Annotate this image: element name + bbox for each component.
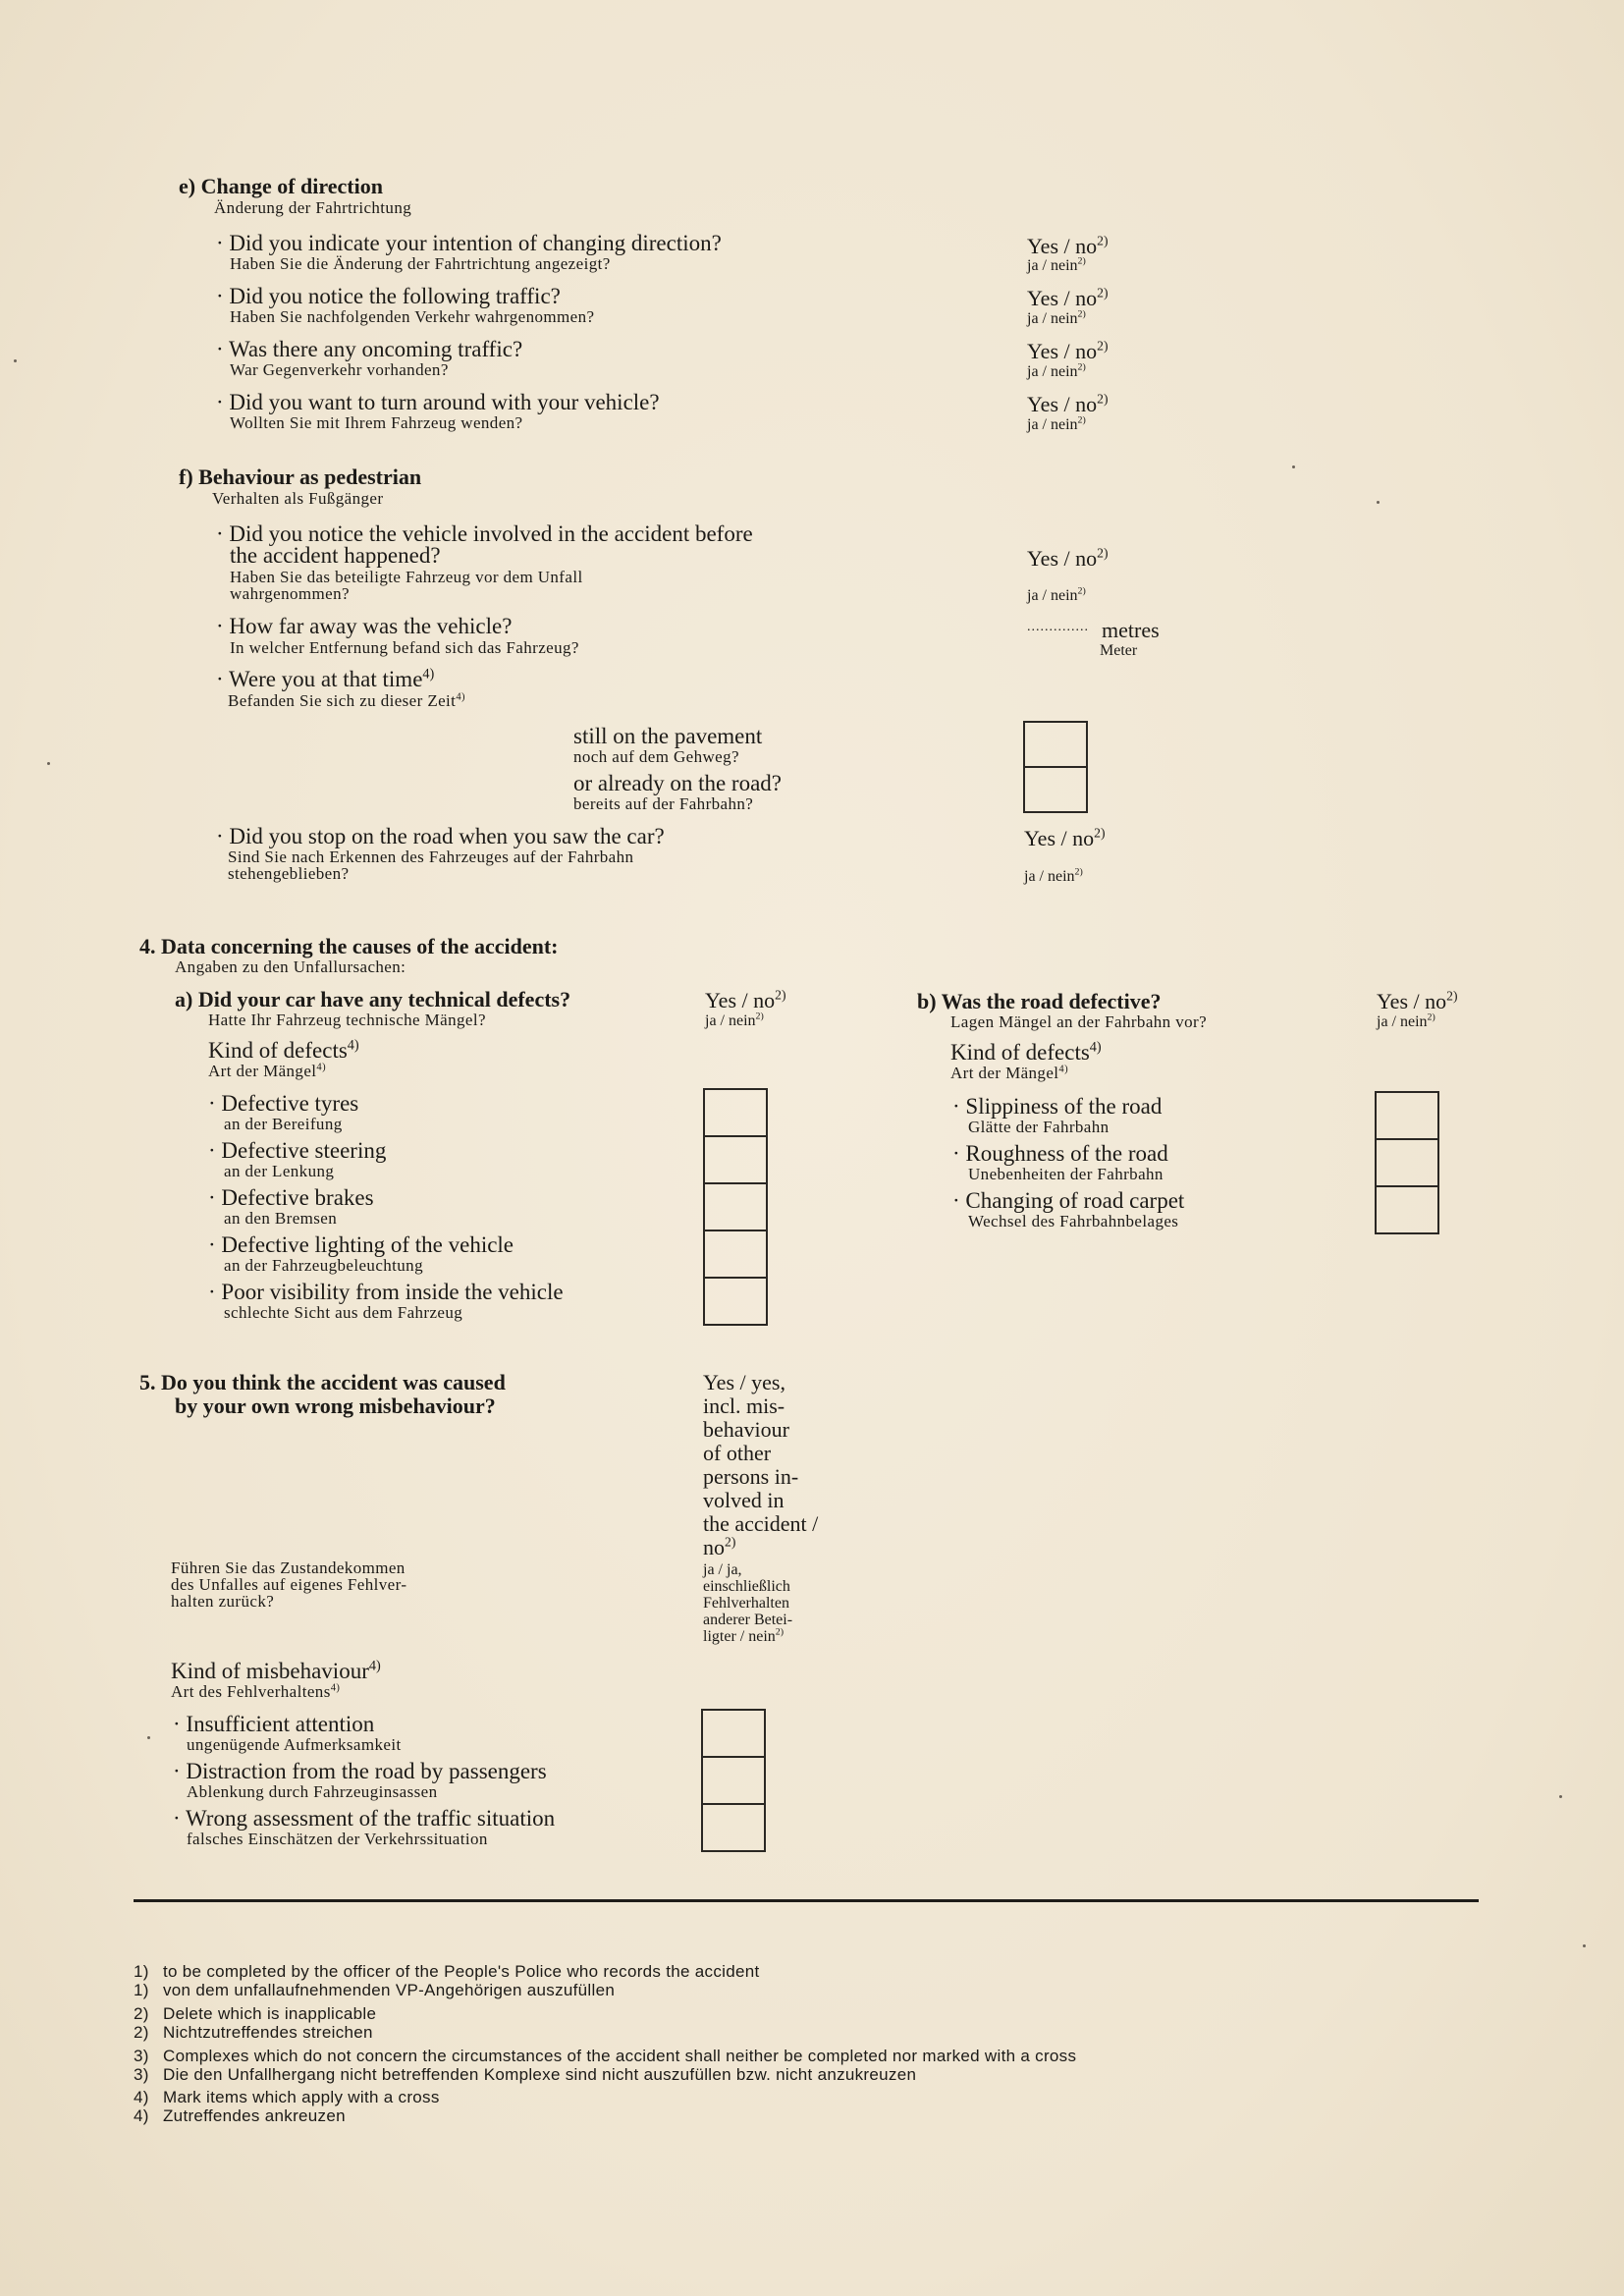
section-5-kind: Kind of misbehaviour$^{4)}$ (171, 1658, 381, 1683)
section-e-a2[interactable]: Yes / $no^{2)}$ (1027, 285, 1109, 310)
road-carpet-checkbox[interactable] (1375, 1185, 1439, 1234)
section-5-answer-line7: the accident / (703, 1511, 819, 1536)
footnote-3-en: Complexes which do not concern the circumstances of the accident shall neither be completed nor marked with a cross (163, 2047, 1077, 2065)
section-4a-item-4: · Defective lighting of the vehicle (208, 1232, 514, 1257)
section-4b-item-1-de: Glätte der Fahrbahn (968, 1118, 1110, 1136)
footnote-divider (134, 1899, 1479, 1902)
section-4b-item-1: · Slippiness of the road (952, 1094, 1163, 1119)
pavement-checkbox[interactable] (1023, 721, 1088, 768)
defective-brakes-checkbox[interactable] (703, 1182, 768, 1231)
section-f-q3-de: Befanden Sie sich zu dieser Zeit$^{4)}$ (228, 691, 465, 710)
footnote-2-de-mark: 2) (134, 2023, 149, 2042)
section-4a-item-3: · Defective brakes (208, 1185, 374, 1210)
defective-tyres-checkbox[interactable] (703, 1088, 768, 1137)
section-e-q1-de: Haben Sie die Änderung der Fahrtrichtung angezeigt? (230, 254, 611, 273)
distraction-checkbox[interactable] (701, 1756, 766, 1805)
section-f-title-de: Verhalten als Fußgänger (212, 489, 384, 508)
footnote-4-de: Zutreffendes ankreuzen (163, 2106, 346, 2125)
defective-steering-checkbox[interactable] (703, 1135, 768, 1184)
section-f-a1-de: ja / nein$^{2)}$ (1027, 585, 1086, 604)
section-5-answer-last[interactable]: $no^{2)}$ (703, 1534, 736, 1559)
section-e-a3-de: ja / nein$^{2)}$ (1027, 361, 1086, 380)
section-4b-item-3: · Changing of road carpet (952, 1188, 1185, 1213)
section-5-answer-de-last: ligter / nein$^{2)}$ (703, 1626, 785, 1645)
paper-speck (147, 1736, 150, 1739)
footnote-1-en: to be completed by the officer of the People's Police who records the accident (163, 1962, 760, 1981)
section-4a-item-2-de: an der Lenkung (224, 1162, 335, 1180)
section-e-q4-de: Wollten Sie mit Ihrem Fahrzeug wenden? (230, 413, 523, 432)
section-5-item-1-de: ungenügende Aufmerksamkeit (187, 1735, 402, 1754)
section-f-distance-unit-de: Meter (1100, 642, 1138, 659)
section-4a-item-1: · Defective tyres (208, 1091, 359, 1116)
section-5-answer-de-line3: Fehlverhalten (703, 1595, 789, 1612)
footnote-1-de: von dem unfallaufnehmenden VP-Angehörigen auszufüllen (163, 1981, 616, 1999)
section-4b-kind-de: Art der Mängel$^{4)}$ (950, 1064, 1068, 1082)
paper-speck (1292, 465, 1295, 468)
section-4b-title: b) Was the road defective? (917, 989, 1162, 1013)
section-e-a3[interactable]: Yes / $no^{2)}$ (1027, 338, 1109, 363)
section-f-opt2: or already on the road? (573, 771, 783, 795)
section-5-title-de-line1: Führen Sie das Zustandekommen (171, 1558, 406, 1577)
paper-speck (1583, 1944, 1586, 1947)
section-f-q1-line1: · Did you notice the vehicle involved in the accident before (216, 521, 753, 546)
section-f-q3: · Were you at that time$^{4)}$ (216, 666, 435, 691)
section-e-a4[interactable]: Yes / $no^{2)}$ (1027, 391, 1109, 416)
poor-visibility-checkbox[interactable] (703, 1277, 768, 1326)
section-e-a4-de: ja / nein$^{2)}$ (1027, 414, 1086, 433)
section-f-a4-de: ja / nein$^{2)}$ (1024, 866, 1083, 885)
section-e-q2: · Did you notice the following traffic? (216, 284, 561, 308)
section-5-answer-line1: Yes / yes, (703, 1370, 785, 1394)
footnote-1-mark: 1) (134, 1962, 149, 1981)
section-4a-item-3-de: an den Bremsen (224, 1209, 338, 1228)
section-4a-answer-de: ja / nein$^{2)}$ (705, 1011, 764, 1029)
section-f-q4: · Did you stop on the road when you saw the car? (216, 824, 665, 848)
paper-speck (47, 762, 50, 765)
section-4b-item-2: · Roughness of the road (952, 1141, 1168, 1166)
section-4a-item-4-de: an der Fahrzeugbeleuchtung (224, 1256, 423, 1275)
section-e-title-de: Änderung der Fahrtrichtung (214, 198, 412, 217)
section-5-answer-line6: volved in (703, 1488, 785, 1512)
section-e-a1-de: ja / nein$^{2)}$ (1027, 255, 1086, 274)
road-checkbox[interactable] (1023, 766, 1088, 813)
roughness-checkbox[interactable] (1375, 1138, 1439, 1187)
section-4a-item-1-de: an der Bereifung (224, 1115, 343, 1133)
section-f-q4-de-line1: Sind Sie nach Erkennen des Fahrzeuges auf der Fahrbahn (228, 847, 634, 866)
section-5-item-1: · Insufficient attention (173, 1712, 375, 1736)
footnote-4-en: Mark items which apply with a cross (163, 2088, 440, 2106)
section-5-item-2-de: Ablenkung durch Fahrzeuginsassen (187, 1782, 438, 1801)
defective-lighting-checkbox[interactable] (703, 1230, 768, 1279)
section-4b-title-de: Lagen Mängel an der Fahrbahn vor? (950, 1012, 1208, 1031)
section-f-a4[interactable]: Yes / $no^{2)}$ (1024, 825, 1106, 850)
footnote-1-de-mark: 1) (134, 1981, 149, 1999)
section-5-answer-de-line2: einschließlich (703, 1578, 790, 1595)
section-5-item-2: · Distraction from the road by passengers (173, 1759, 547, 1783)
slippiness-checkbox[interactable] (1375, 1091, 1439, 1140)
section-f-q4-de-line2: stehengeblieben? (228, 864, 350, 883)
section-5-title-de-line2: des Unfalles auf eigenes Fehlver- (171, 1575, 407, 1594)
section-4a-item-5-de: schlechte Sicht aus dem Fahrzeug (224, 1303, 463, 1322)
section-4a-kind-de: Art der Mängel$^{4)}$ (208, 1062, 326, 1080)
section-5-answer-line3: behaviour (703, 1417, 789, 1442)
section-4-title: 4. Data concerning the causes of the accident: (139, 934, 559, 958)
section-4b-item-3-de: Wechsel des Fahrbahnbelages (968, 1212, 1179, 1230)
section-4a-item-5: · Poor visibility from inside the vehicle (208, 1280, 564, 1304)
section-5-answer-line4: of other (703, 1441, 772, 1465)
section-e-q1: · Did you indicate your intention of changing direction? (216, 231, 722, 255)
section-e-q3: · Was there any oncoming traffic? (216, 337, 523, 361)
section-f-opt1-de: noch auf dem Gehweg? (573, 747, 739, 766)
insufficient-attention-checkbox[interactable] (701, 1709, 766, 1758)
section-5-answer-line5: persons in- (703, 1464, 799, 1489)
section-4a-title-de: Hatte Ihr Fahrzeug technische Mängel? (208, 1011, 486, 1029)
section-f-q2: · How far away was the vehicle? (216, 614, 513, 638)
section-5-item-3-de: falsches Einschätzen der Verkehrssituation (187, 1830, 488, 1848)
section-5-item-3: · Wrong assessment of the traffic situation (173, 1806, 556, 1831)
section-5-title-line2: by your own wrong misbehaviour? (175, 1394, 496, 1418)
paper-speck (14, 359, 17, 362)
section-f-q1-de-line2: wahrgenommen? (230, 584, 350, 603)
section-5-title-de-line3: halten zurück? (171, 1592, 275, 1611)
section-e-q3-de: War Gegenverkehr vorhanden? (230, 360, 449, 379)
footnote-2-de: Nichtzutreffendes streichen (163, 2023, 373, 2042)
section-f-q1-line2: the accident happened? (230, 543, 441, 568)
section-e-q2-de: Haben Sie nachfolgenden Verkehr wahrgenommen? (230, 307, 595, 326)
footnote-2-en: Delete which is inapplicable (163, 2004, 377, 2023)
section-4-title-de: Angaben zu den Unfallursachen: (175, 957, 406, 976)
section-f-q2-de: In welcher Entfernung befand sich das Fahrzeug? (230, 638, 579, 657)
section-5-title-line1: 5. Do you think the accident was caused (139, 1370, 506, 1394)
section-4a-answer[interactable]: Yes / $no^{2)}$ (705, 987, 786, 1012)
footnote-3-mark: 3) (134, 2047, 149, 2065)
section-e-a2-de: ja / nein$^{2)}$ (1027, 308, 1086, 327)
section-4a-item-2: · Defective steering (208, 1138, 387, 1163)
section-5-answer-de-line4: anderer Betei- (703, 1612, 793, 1628)
section-5-answer-de-line1: ja / ja, (703, 1561, 742, 1578)
section-f-q1-de-line1: Haben Sie das beteiligte Fahrzeug vor dem Unfall (230, 568, 583, 586)
section-4b-answer[interactable]: Yes / $no^{2)}$ (1377, 988, 1458, 1013)
section-4b-item-2-de: Unebenheiten der Fahrbahn (968, 1165, 1164, 1183)
section-e-a1[interactable]: Yes / $no^{2)}$ (1027, 233, 1109, 258)
section-e-q4: · Did you want to turn around with your vehicle? (216, 390, 660, 414)
section-f-opt1: still on the pavement (573, 724, 763, 748)
section-5-answer-line2: incl. mis- (703, 1394, 785, 1418)
section-4b-answer-de: ja / nein$^{2)}$ (1377, 1011, 1435, 1030)
section-5-kind-de: Art des Fehlverhaltens$^{4)}$ (171, 1682, 341, 1701)
footnote-2-mark: 2) (134, 2004, 149, 2023)
section-f-distance-unit: metres (1102, 618, 1160, 642)
wrong-assessment-checkbox[interactable] (701, 1803, 766, 1852)
section-4a-title: a) Did your car have any technical defects? (175, 987, 571, 1011)
footnote-4-mark: 4) (134, 2088, 149, 2106)
section-f-distance-field[interactable]: .............. (1027, 620, 1089, 634)
section-f-title: f) Behaviour as pedestrian (179, 465, 422, 489)
footnote-4-de-mark: 4) (134, 2106, 149, 2125)
section-f-a1[interactable]: Yes / $no^{2)}$ (1027, 545, 1109, 571)
footnote-3-de: Die den Unfallhergang nicht betreffenden Komplexe sind nicht auszufüllen bzw. nicht anzukreuzen (163, 2065, 917, 2084)
paper-speck (1559, 1795, 1562, 1798)
section-f-opt2-de: bereits auf der Fahrbahn? (573, 794, 754, 813)
footnote-3-de-mark: 3) (134, 2065, 149, 2084)
paper-speck (1377, 501, 1380, 504)
section-e-title: e) Change of direction (179, 174, 383, 198)
section-4a-kind: Kind of defects$^{4)}$ (208, 1037, 359, 1063)
section-4b-kind: Kind of defects$^{4)}$ (950, 1039, 1102, 1065)
